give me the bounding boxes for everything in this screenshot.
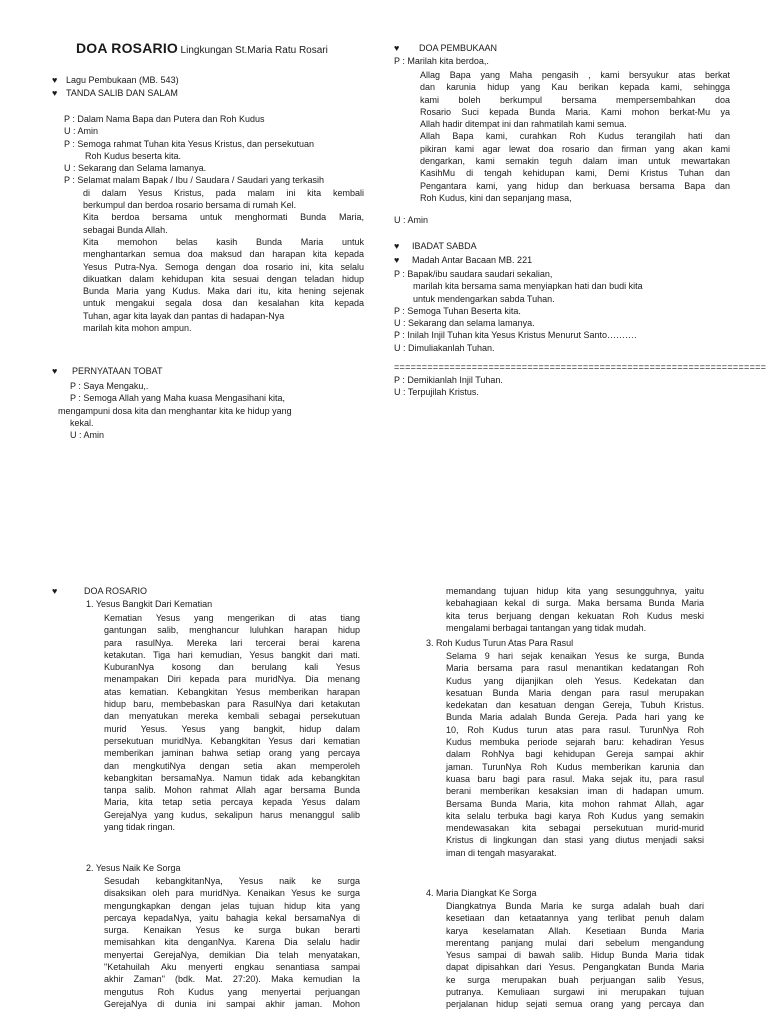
text-line: gantungan salib, menghancur luluhkan harapan hidup xyxy=(104,625,360,636)
text-line: P : Bapak/ibu saudara saudari sekalian, xyxy=(394,269,553,279)
text-line: kesatuan Bunda Maria dengan para rasul merupakan xyxy=(446,687,704,698)
text-line: dan karunia hidup yang Kau berikan kepada kami, sehingga xyxy=(420,82,730,93)
text-line: KasihMu di tengah kehidupan kami, Demi Kristus Tuhan dan xyxy=(420,168,730,179)
text-line: Roh Kudus, kini dan sepanjang masa, xyxy=(420,192,572,203)
text-line: menyertai GerejaNya, demikian Dia telah menyatakan, xyxy=(104,949,360,960)
text-line: GerejaNya di dunia ini sampai akhir jaman. Mohon xyxy=(104,998,360,1009)
text-line: marilah kita mohon ampun. xyxy=(83,323,192,334)
text-line: iman di tengah masyarakat. xyxy=(446,847,557,858)
injil-closing xyxy=(394,374,503,399)
text-line: P : Saya Mengaku,. xyxy=(70,381,149,391)
text-line: mengutus Roh Kudus yang menyertai perjuangan xyxy=(104,986,360,997)
item-4-title: 4. Maria Diangkat Ke Sorga xyxy=(426,888,537,898)
text-line: P : Semoga rahmat Tuhan kita Yesus Kristus, dan persekutuan xyxy=(64,138,314,149)
text-line: Maria, kita tetap setia percaya kepada Yesus dalam xyxy=(104,797,360,808)
tobat-heading: ♥ PERNYATAAN TOBAT xyxy=(52,366,163,376)
text-line: Kita memohon belas kasih Bunda Maria untuk xyxy=(83,236,364,247)
text-line: Bunda Maria adalah Bunda Gereja. Pada hari yang ke xyxy=(446,712,704,723)
text-line: P : Semoga Tuhan Beserta kita. xyxy=(394,305,521,316)
text-line: memandang tujuan hidup kita yang sesungguhnya, yaitu xyxy=(446,586,704,596)
title-main: DOA ROSARIO xyxy=(76,40,179,56)
text-line: U : Sekarang dan selama lamanya. xyxy=(394,318,535,329)
text-line: kebahagiaan kekal di surga. Maka bersama Bunda Maria xyxy=(446,598,704,609)
text-line: untuk mendengarkan sabda Tuhan. xyxy=(413,293,555,304)
item-2-title: 2. Yesus Naik Ke Sorga xyxy=(86,863,181,873)
text-line: P : Semoga Allah yang Maha kuasa Mengasihani kita, xyxy=(70,393,285,404)
text-line: GerejaNya yang kudus, sekalipun harus menanggul salib xyxy=(104,809,360,820)
doc-title xyxy=(76,42,328,57)
text-line: kekal. xyxy=(70,417,94,428)
item-2-text xyxy=(104,875,360,1010)
doa-rosario-heading: ♥ DOA ROSARIO xyxy=(52,586,148,596)
text-line: surga. Kenaikan Yesus ke surga bukan berarti xyxy=(104,925,360,936)
text-line: kami boleh berkumpul bersama mempersembahkan doa xyxy=(420,94,730,105)
item-3-text xyxy=(446,650,704,859)
text-line: Allag Bapa yang Maha pengasih , kami bersyukur atas berkat xyxy=(420,70,730,80)
text-line: U : Terpujilah Kristus. xyxy=(394,387,479,398)
text-line: kesetiaan dan ketaatannya yang terlibat penuh dalam xyxy=(446,913,704,924)
text-line: yang tidak ringan. xyxy=(104,822,176,833)
text-line: merentang panjang mulai dari sebelum mengandung xyxy=(446,937,704,948)
text-line: kita terus berjuang dengan kekuatan Roh Kudus meski xyxy=(446,610,704,621)
text-line: U : Sekarang dan Selama lamanya. xyxy=(64,163,207,174)
text-line: memberikan jaminan bahwa setiap orang yang percaya xyxy=(104,748,360,759)
text-line: tanpa salib. Mohon rahmat Allah agar bersama Bunda xyxy=(104,785,360,796)
sabda-section xyxy=(394,268,714,354)
item-1-title: 1. Yesus Bangkit Dari Kematian xyxy=(86,599,213,609)
text-line: atas kematian. Kebangkitan Yesus memberikan harapan xyxy=(104,686,360,697)
text-line: para rasulNya. Mereka lari tercerai berai karena xyxy=(104,637,360,648)
text-line: akhir Zaman" (bdk. Mat. 27:20). Maka kemudian Ia xyxy=(104,974,360,985)
text-line: mendewasakan kita sebagai persekutuan murid-murid xyxy=(446,823,704,834)
text-line: P : Selamat malam Bapak / Ibu / Saudara / Saudari yang terkasih xyxy=(64,175,324,186)
text-line: Rosario Suci kepada Bunda Maria. Kami mohon berkat-Mu ya xyxy=(420,106,730,117)
text-line: Roh Kudus beserta kita. xyxy=(85,150,182,161)
u-amin: U : Amin xyxy=(394,215,429,225)
item-1-text xyxy=(104,612,360,833)
text-line: dan mengkutiNya dengan setia akan memperoleh xyxy=(104,760,360,771)
text-line: ke surga merupakan buah perjuangan salib Yesus, xyxy=(446,974,704,985)
text-line: Tuhan, agar kita layak dan pantas di hadapan-Nya xyxy=(83,310,285,321)
doa-pembukaan-heading: ♥ DOA PEMBUKAAN xyxy=(394,43,498,53)
text-line: perjalanan hidup sejati semua orang yang percaya dan xyxy=(446,999,704,1010)
text-line: persekutuan muridNya. Kebangkitan Yesus dari kematian xyxy=(104,735,360,746)
text-line: karya keselamatan Allah. Kesetiaan Bunda Maria xyxy=(446,925,704,936)
text-line: sebagai Bunda Allah. xyxy=(83,224,168,235)
text-line: Kristus di lingkungan dan stasi yang diutus menjadi saksi xyxy=(446,835,704,846)
text-line: putranya. Kemuliaan surgawi ini merupakan tujuan xyxy=(446,987,704,998)
doa-pembukaan-p: P : Marilah kita berdoa,. xyxy=(394,56,489,66)
text-line: U : Amin xyxy=(64,126,99,137)
text-line: disaksikan oleh para muridNya. Kenaikan Yesus ke surga xyxy=(104,888,360,899)
text-line: Yesus Putra-Nya. Semoga dengan doa rosario ini, kita selalu xyxy=(83,261,364,272)
text-line: hidup baru, membebaskan para RasulNya dari ketakutan xyxy=(104,699,360,710)
text-line: jaman. TurunNya Roh Kudus memberikan karunia dan xyxy=(446,761,704,772)
text-line: U : Amin xyxy=(70,430,105,441)
text-line: Pengantara kami, yang hidup dan berkuasa bersama Bapa dan xyxy=(420,180,730,191)
heart-icon: ♥ xyxy=(52,88,58,98)
text-line: P : Inilah Injil Tuhan kita Yesus Kristus Menurut Santo………. xyxy=(394,330,637,341)
text-line: dikuatkan dalam kehidupan kita sesuai dengan teladan hidup xyxy=(83,273,364,284)
item-4-text xyxy=(446,900,704,1011)
text-line: Kudus membuka periode sejarah baru: kehadiran Yesus xyxy=(446,737,704,748)
text-line: pikiran kami agar lewat doa rosario dan firman yang akan kami xyxy=(420,143,730,154)
text-line: percaya kepadaNya, yaitu bahagia kekal bersamaNya di xyxy=(104,912,360,923)
text-line: mengungkapkan dengan jelas tujuan hidup kita yang xyxy=(104,900,360,911)
text-line: kuasa baru bagi para rasul. Maka sejak itu, para rasul xyxy=(446,773,704,784)
text-line: berkumpul dan berdoa rosario bersama di rumah Kel. xyxy=(83,200,297,211)
text-line: dan menyatukan mereka kembali sebagai persekutuan xyxy=(104,711,360,722)
heart-icon: ♥ xyxy=(52,586,58,596)
text-line: ketakutan. Tiga hari kemudian, Yesus bangkit dari mati. xyxy=(104,649,360,660)
text-line: dengarkan, kami semakin teguh dalam iman untuk mewartakan xyxy=(420,156,730,167)
item-2-continued xyxy=(446,585,704,634)
text-line: marilah kita bersama sama menyiapkan hati dan budi kita xyxy=(413,281,643,292)
text-line: Bersama Bunda Maria, kita mohon rahmat Allah, agar xyxy=(446,798,704,809)
text-line: mengampuni dosa kita dan menghantar kita ke hidup yang xyxy=(58,405,292,416)
text-line: Sesudah kebangkitanNya, Yesus naik ke surga xyxy=(104,876,360,886)
text-line: P : Dalam Nama Bapa dan Putera dan Roh Kudus xyxy=(64,114,265,124)
text-line: menghantarkan semua doa maksud dan harapan kita kepada xyxy=(83,249,364,260)
heart-icon: ♥ xyxy=(52,366,58,376)
heart-icon: ♥ xyxy=(52,75,58,85)
title-sub: Lingkungan St.Maria Ratu Rosari xyxy=(180,45,328,56)
tanda-salib-heading: ♥ TANDA SALIB DAN SALAM xyxy=(52,88,178,98)
text-line: untuk mengakui segala dosa dan kesalahan kita kepada xyxy=(83,298,364,309)
text-line: berani memberikan kesaksian iman di hadapan umum. xyxy=(446,786,704,797)
tobat-section xyxy=(58,380,358,441)
text-line: Maria bersama para rasul menantikan kedatangan Roh xyxy=(446,663,704,674)
heart-icon: ♥ xyxy=(394,43,400,53)
text-line: KuburanNya kosong dan berulang kali Yesus xyxy=(104,662,360,673)
text-line: Yesus sampai di bawah salib. Hidup Bunda Maria tidak xyxy=(446,950,704,961)
text-line: Selama 9 hari sejak kenaikan Yesus ke surga, Bunda xyxy=(446,651,704,661)
text-line: memisahkan kita denganNya. Karena Dia selalu hadir xyxy=(104,937,360,948)
text-line: murid Yesus. Yesus yang bangkit, hidup dalam xyxy=(104,723,360,734)
text-line: U : Dimuliakanlah Tuhan. xyxy=(394,342,495,353)
separator-line: =================================================================== xyxy=(394,362,767,372)
text-line: dalam RohNya bagi kehidupan Gereja sampai akhir xyxy=(446,749,704,760)
ibadat-sabda-heading: ♥ IBADAT SABDA xyxy=(394,241,477,251)
item-3-title: 3. Roh Kudus Turun Atas Para Rasul xyxy=(426,638,574,648)
text-line: Kematian Yesus yang mengerikan di atas tiang xyxy=(104,613,360,623)
text-line: P : Demikianlah Injil Tuhan. xyxy=(394,375,503,385)
lagu-pembukaan: ♥ Lagu Pembukaan (MB. 543) xyxy=(52,75,179,85)
text-line: menampakan Diri kepada para muridNya. Dia menang xyxy=(104,674,360,685)
text-line: Bunda Maria yang Kudus. Maka dari itu, kita hening sejenak xyxy=(83,286,364,297)
text-line: mengalami berbagai tantangan yang tidak mudah. xyxy=(446,622,647,633)
text-line: kebangkitan bersamaNya. Namun tidak ada kebangkitan xyxy=(104,772,360,783)
doa-pembukaan-text xyxy=(420,69,730,204)
heart-icon: ♥ xyxy=(394,241,400,251)
text-line: Allah hadir ditempat ini dan rahmatilah kami semua. xyxy=(420,119,627,130)
heart-icon: ♥ xyxy=(394,255,400,265)
madah-line: ♥ Madah Antar Bacaan MB. 221 xyxy=(394,255,533,265)
text-line: Diangkatnya Bunda Maria ke surga adalah buah dari xyxy=(446,901,704,911)
text-line: Kudus yang dijanjikan oleh Yesus. Kedekatan dan xyxy=(446,675,704,686)
salam-section xyxy=(64,113,364,334)
text-line: kedekatan dan kesatuan dengan Gereja, Tubuh Kristus. xyxy=(446,700,704,711)
text-line: dapat dipisahkan dari Yesus. Pengangkatan Bunda Maria xyxy=(446,962,704,973)
text-line: di dalam Yesus Kristus, pada malam ini kita kembali xyxy=(83,187,364,198)
text-line: "Ketahuilah Aku menyerti engkau senantiasa sampai xyxy=(104,962,360,973)
text-line: Allah Bapa kami, curahkan Roh Kudus terangilah hati dan xyxy=(420,131,730,142)
text-line: 10, Roh Kudus turun atas para rasul. TurunNya Roh xyxy=(446,724,704,735)
text-line: kita selalu terbuka bagi karya Roh Kudus yang semakin xyxy=(446,810,704,821)
text-line: Kita berdoa bersama untuk menghormati Bunda Maria, xyxy=(83,212,364,223)
